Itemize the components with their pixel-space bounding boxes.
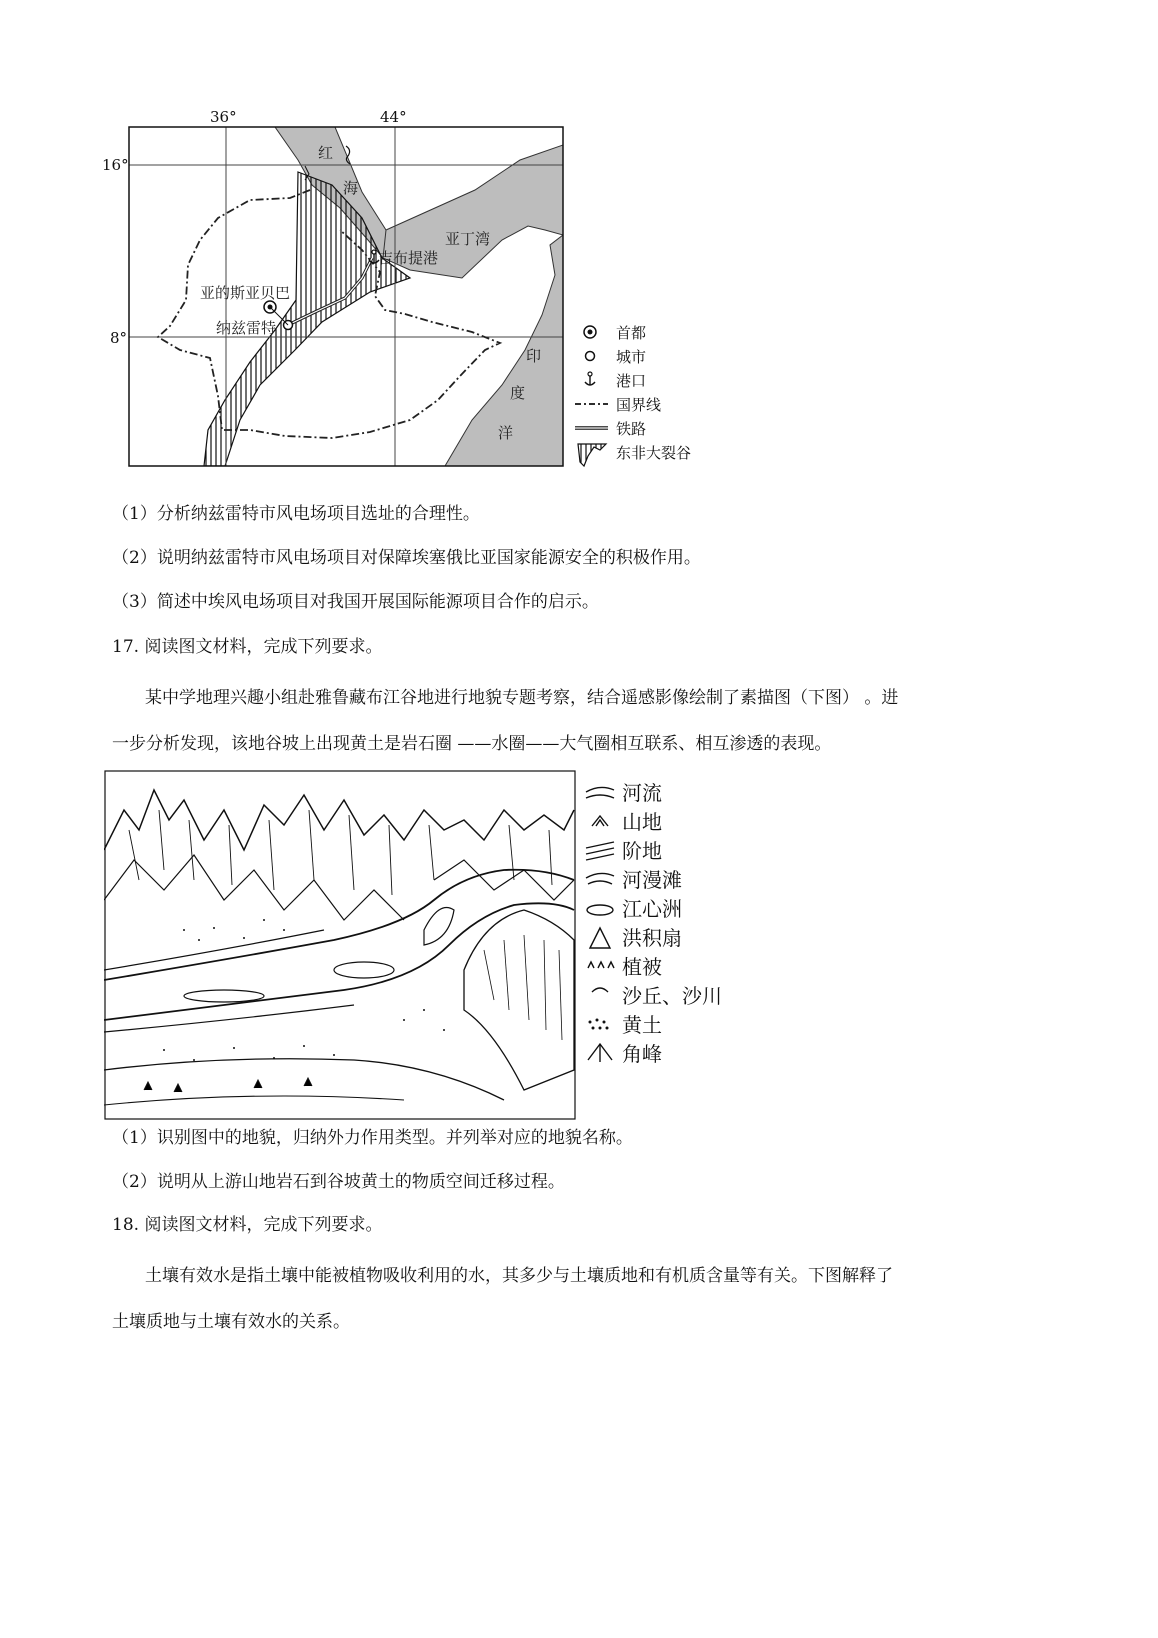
q16-sub3: （3）简述中埃风电场项目对我国开展国际能源项目合作的启示。 <box>112 592 599 612</box>
q16-sub1: （1）分析纳兹雷特市风电场项目选址的合理性。 <box>112 504 480 524</box>
legend-rift-label: 东非大裂谷 <box>616 444 692 462</box>
indian-ocean-label-2: 度 <box>510 384 526 402</box>
valley-legend-floodplain: 河漫滩 <box>622 868 682 892</box>
ethiopia-map-svg <box>100 100 740 490</box>
valley-legend-mountain: 山地 <box>622 810 662 834</box>
ethiopia-map <box>100 100 740 490</box>
red-sea-label-2: 海 <box>343 179 359 197</box>
map1-legend <box>575 326 608 466</box>
lat-label-8: 8° <box>110 329 128 347</box>
indian-ocean-label-1: 印 <box>526 347 542 365</box>
legend-railway-label: 铁路 <box>616 420 647 438</box>
lon-label-44: 44° <box>380 108 407 126</box>
valley-legend-dunes: 沙丘、沙川 <box>622 984 722 1008</box>
legend-port-label: 港口 <box>616 372 647 390</box>
valley-legend-vegetation: 植被 <box>622 955 662 979</box>
valley-legend-horn-peak: 角峰 <box>622 1042 662 1066</box>
q17-sub1: （1）识别图中的地貌，归纳外力作用类型。并列举对应的地貌名称。 <box>112 1128 633 1148</box>
q18-paragraph-line1: 土壤有效水是指土壤中能被植物吸收利用的水，其多少与土壤质地和有机质含量等有关。下图解释了 <box>145 1266 893 1286</box>
valley-legend-islet: 江心洲 <box>622 897 682 921</box>
q18-heading: 18. 阅读图文材料，完成下列要求。 <box>112 1215 383 1235</box>
q17-heading: 17. 阅读图文材料，完成下列要求。 <box>112 637 383 657</box>
q18-paragraph-line2: 土壤质地与土壤有效水的关系。 <box>112 1312 350 1332</box>
indian-ocean-label-3: 洋 <box>498 424 514 442</box>
q17-paragraph-line1: 某中学地理兴趣小组赴雅鲁藏布江谷地进行地貌专题考察，结合遥感影像绘制了素描图（下图） 。进 <box>145 688 899 708</box>
q16-sub2: （2）说明纳兹雷特市风电场项目对保障埃塞俄比亚国家能源安全的积极作用。 <box>112 548 701 568</box>
valley-legend-loess: 黄土 <box>622 1013 662 1037</box>
valley-legend-alluvial-fan: 洪积扇 <box>622 926 682 950</box>
gulf-aden-label: 亚丁湾 <box>445 230 491 248</box>
lat-label-16: 16° <box>102 156 129 174</box>
lon-label-36: 36° <box>210 108 237 126</box>
legend-capital-label: 首都 <box>616 324 647 342</box>
addis-ababa-label: 亚的斯亚贝巴 <box>200 284 291 302</box>
valley-legend-river: 河流 <box>622 781 662 805</box>
nazret-label: 纳兹雷特 <box>216 319 277 337</box>
q17-sub2: （2）说明从上游山地岩石到谷坡黄土的物质空间迁移过程。 <box>112 1172 565 1192</box>
legend-border-label: 国界线 <box>616 396 662 414</box>
valley-legend-icons <box>586 787 614 1062</box>
valley-legend-terrace: 阶地 <box>622 839 662 863</box>
q17-paragraph-line2: 一步分析发现，该地谷坡上出现黄土是岩石圈 ——水圈——大气圈相互联系、相互渗透的表现。 <box>112 734 832 754</box>
legend-city-label: 城市 <box>616 348 647 366</box>
djibouti-port-label: 吉布提港 <box>378 249 439 267</box>
red-sea-label-1: 红 <box>318 144 334 162</box>
